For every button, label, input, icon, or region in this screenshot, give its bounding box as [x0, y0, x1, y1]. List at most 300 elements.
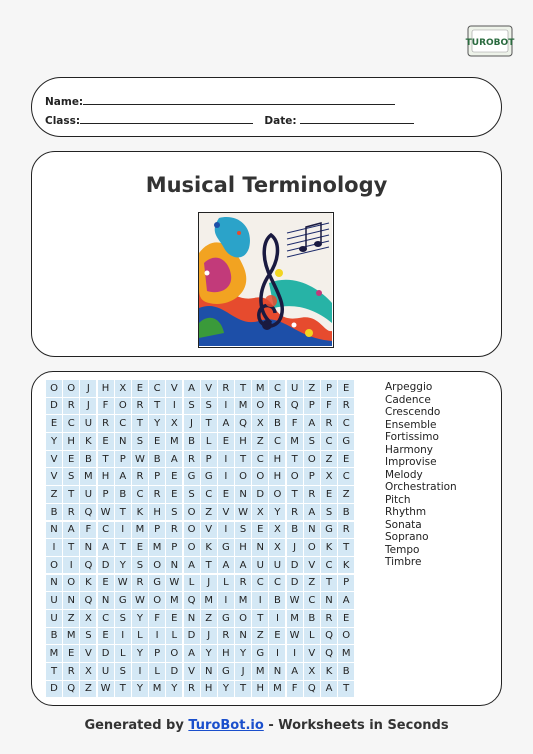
grid-cell[interactable]: R	[304, 486, 320, 503]
grid-cell[interactable]: F	[98, 398, 114, 415]
grid-cell[interactable]: G	[218, 663, 234, 680]
grid-cell[interactable]: Z	[304, 380, 320, 397]
grid-cell[interactable]: D	[184, 628, 200, 645]
grid-cell[interactable]: S	[115, 663, 131, 680]
grid-cell[interactable]: Q	[321, 645, 337, 662]
grid-cell[interactable]: R	[321, 610, 337, 627]
grid-cell[interactable]: E	[218, 433, 234, 450]
grid-cell[interactable]: C	[132, 486, 148, 503]
grid-cell[interactable]: Y	[166, 681, 182, 698]
grid-cell[interactable]: I	[132, 663, 148, 680]
grid-cell[interactable]: L	[184, 575, 200, 592]
grid-cell[interactable]: U	[252, 557, 268, 574]
grid-cell[interactable]: Q	[304, 681, 320, 698]
grid-cell[interactable]: S	[321, 504, 337, 521]
grid-cell[interactable]: C	[321, 557, 337, 574]
grid-cell[interactable]: I	[218, 592, 234, 609]
grid-cell[interactable]: X	[80, 610, 96, 627]
grid-cell[interactable]: S	[304, 433, 320, 450]
grid-cell[interactable]: J	[184, 415, 200, 432]
grid-cell[interactable]: X	[304, 663, 320, 680]
grid-cell[interactable]: I	[269, 645, 285, 662]
grid-cell[interactable]: L	[149, 663, 165, 680]
grid-cell[interactable]: E	[132, 539, 148, 556]
grid-cell[interactable]: Y	[218, 681, 234, 698]
grid-cell[interactable]: M	[149, 539, 165, 556]
grid-cell[interactable]: Q	[184, 592, 200, 609]
grid-cell[interactable]: I	[218, 468, 234, 485]
grid-cell[interactable]: G	[149, 575, 165, 592]
grid-cell[interactable]: I	[218, 398, 234, 415]
grid-cell[interactable]: A	[98, 539, 114, 556]
grid-cell[interactable]: Z	[80, 681, 96, 698]
grid-cell[interactable]: W	[98, 681, 114, 698]
grid-cell[interactable]: C	[338, 415, 354, 432]
grid-cell[interactable]: E	[269, 628, 285, 645]
grid-cell[interactable]: V	[218, 504, 234, 521]
grid-cell[interactable]: Y	[269, 504, 285, 521]
grid-cell[interactable]: P	[149, 522, 165, 539]
grid-cell[interactable]: M	[46, 645, 62, 662]
grid-cell[interactable]: E	[166, 486, 182, 503]
grid-cell[interactable]: U	[287, 380, 303, 397]
grid-cell[interactable]: R	[235, 575, 251, 592]
grid-cell[interactable]: K	[80, 433, 96, 450]
grid-cell[interactable]: O	[184, 504, 200, 521]
date-field[interactable]	[300, 113, 414, 124]
grid-cell[interactable]: Q	[287, 398, 303, 415]
grid-cell[interactable]: R	[63, 398, 79, 415]
grid-cell[interactable]: I	[287, 645, 303, 662]
grid-cell[interactable]: M	[80, 468, 96, 485]
grid-cell[interactable]: C	[98, 610, 114, 627]
grid-cell[interactable]: U	[80, 486, 96, 503]
grid-cell[interactable]: A	[218, 557, 234, 574]
grid-cell[interactable]: T	[115, 504, 131, 521]
grid-cell[interactable]: P	[115, 451, 131, 468]
grid-cell[interactable]: F	[287, 415, 303, 432]
grid-cell[interactable]: J	[201, 628, 217, 645]
class-field[interactable]	[80, 113, 253, 124]
grid-cell[interactable]: G	[201, 468, 217, 485]
grid-cell[interactable]: X	[166, 415, 182, 432]
grid-cell[interactable]: X	[269, 539, 285, 556]
grid-cell[interactable]: N	[201, 663, 217, 680]
grid-cell[interactable]: O	[235, 468, 251, 485]
grid-cell[interactable]: A	[304, 504, 320, 521]
grid-cell[interactable]: R	[132, 468, 148, 485]
grid-cell[interactable]: N	[46, 575, 62, 592]
grid-cell[interactable]: U	[98, 663, 114, 680]
grid-cell[interactable]: R	[63, 663, 79, 680]
grid-cell[interactable]: O	[63, 380, 79, 397]
grid-cell[interactable]: O	[115, 398, 131, 415]
grid-cell[interactable]: T	[321, 575, 337, 592]
grid-cell[interactable]: T	[201, 557, 217, 574]
grid-cell[interactable]: J	[80, 398, 96, 415]
grid-cell[interactable]: B	[46, 504, 62, 521]
grid-cell[interactable]: O	[149, 592, 165, 609]
grid-cell[interactable]: P	[304, 468, 320, 485]
grid-cell[interactable]: P	[304, 398, 320, 415]
grid-cell[interactable]: C	[252, 575, 268, 592]
grid-cell[interactable]: Q	[63, 681, 79, 698]
grid-cell[interactable]: Y	[149, 415, 165, 432]
grid-cell[interactable]: L	[218, 575, 234, 592]
grid-cell[interactable]: Q	[80, 557, 96, 574]
grid-cell[interactable]: R	[149, 486, 165, 503]
grid-cell[interactable]: D	[46, 398, 62, 415]
grid-cell[interactable]: A	[115, 468, 131, 485]
grid-cell[interactable]: V	[166, 380, 182, 397]
grid-cell[interactable]: P	[98, 486, 114, 503]
grid-cell[interactable]: E	[46, 415, 62, 432]
grid-cell[interactable]: N	[46, 522, 62, 539]
grid-cell[interactable]: K	[201, 539, 217, 556]
grid-cell[interactable]: Z	[252, 628, 268, 645]
grid-cell[interactable]: P	[149, 645, 165, 662]
grid-cell[interactable]: R	[132, 575, 148, 592]
grid-cell[interactable]: Y	[201, 645, 217, 662]
grid-cell[interactable]: O	[338, 628, 354, 645]
grid-cell[interactable]: O	[184, 539, 200, 556]
grid-cell[interactable]: O	[304, 451, 320, 468]
grid-cell[interactable]: E	[63, 645, 79, 662]
grid-cell[interactable]: E	[149, 433, 165, 450]
grid-cell[interactable]: N	[252, 539, 268, 556]
grid-cell[interactable]: V	[201, 522, 217, 539]
grid-cell[interactable]: B	[338, 504, 354, 521]
grid-cell[interactable]: T	[98, 451, 114, 468]
grid-cell[interactable]: B	[80, 451, 96, 468]
grid-cell[interactable]: R	[132, 398, 148, 415]
grid-cell[interactable]: A	[63, 522, 79, 539]
grid-cell[interactable]: X	[252, 504, 268, 521]
grid-cell[interactable]: K	[321, 539, 337, 556]
grid-cell[interactable]: V	[46, 451, 62, 468]
grid-cell[interactable]: V	[201, 380, 217, 397]
grid-cell[interactable]: N	[98, 592, 114, 609]
grid-cell[interactable]: O	[252, 468, 268, 485]
grid-cell[interactable]: O	[287, 468, 303, 485]
grid-cell[interactable]: C	[98, 522, 114, 539]
grid-cell[interactable]: N	[304, 522, 320, 539]
grid-cell[interactable]: T	[252, 610, 268, 627]
grid-cell[interactable]: R	[218, 380, 234, 397]
grid-cell[interactable]: D	[46, 681, 62, 698]
grid-cell[interactable]: D	[287, 557, 303, 574]
grid-cell[interactable]: E	[166, 468, 182, 485]
grid-cell[interactable]: A	[218, 415, 234, 432]
grid-cell[interactable]: D	[166, 663, 182, 680]
grid-cell[interactable]: B	[269, 415, 285, 432]
grid-cell[interactable]: W	[115, 575, 131, 592]
grid-cell[interactable]: H	[235, 433, 251, 450]
grid-cell[interactable]: U	[46, 592, 62, 609]
grid-cell[interactable]: T	[63, 486, 79, 503]
name-field[interactable]	[83, 94, 395, 105]
grid-cell[interactable]: H	[98, 380, 114, 397]
grid-cell[interactable]: M	[235, 592, 251, 609]
grid-cell[interactable]: N	[166, 557, 182, 574]
grid-cell[interactable]: K	[321, 663, 337, 680]
grid-cell[interactable]: O	[166, 645, 182, 662]
grid-cell[interactable]: S	[184, 398, 200, 415]
grid-cell[interactable]: E	[338, 610, 354, 627]
grid-cell[interactable]: C	[338, 468, 354, 485]
grid-cell[interactable]: D	[287, 575, 303, 592]
grid-cell[interactable]: O	[235, 610, 251, 627]
grid-cell[interactable]: S	[63, 468, 79, 485]
grid-cell[interactable]: Z	[304, 575, 320, 592]
grid-cell[interactable]: W	[132, 592, 148, 609]
grid-cell[interactable]: S	[235, 522, 251, 539]
grid-cell[interactable]: T	[287, 451, 303, 468]
grid-cell[interactable]: T	[132, 415, 148, 432]
grid-cell[interactable]: A	[184, 557, 200, 574]
grid-cell[interactable]: A	[338, 592, 354, 609]
grid-cell[interactable]: A	[184, 645, 200, 662]
grid-cell[interactable]: R	[287, 504, 303, 521]
grid-cell[interactable]: N	[235, 486, 251, 503]
grid-cell[interactable]: G	[184, 468, 200, 485]
grid-cell[interactable]: S	[184, 486, 200, 503]
grid-cell[interactable]: G	[252, 645, 268, 662]
grid-cell[interactable]: E	[218, 486, 234, 503]
grid-cell[interactable]: B	[115, 486, 131, 503]
grid-cell[interactable]: H	[269, 451, 285, 468]
grid-cell[interactable]: S	[115, 610, 131, 627]
grid-cell[interactable]: N	[63, 592, 79, 609]
grid-cell[interactable]: S	[132, 433, 148, 450]
grid-cell[interactable]: K	[132, 504, 148, 521]
grid-cell[interactable]: H	[252, 681, 268, 698]
grid-cell[interactable]: R	[218, 628, 234, 645]
grid-cell[interactable]: Y	[132, 681, 148, 698]
grid-cell[interactable]: Z	[252, 433, 268, 450]
grid-cell[interactable]: O	[63, 575, 79, 592]
grid-cell[interactable]: O	[46, 557, 62, 574]
grid-cell[interactable]: Y	[115, 557, 131, 574]
grid-cell[interactable]: B	[46, 628, 62, 645]
grid-cell[interactable]: M	[252, 663, 268, 680]
grid-cell[interactable]: R	[98, 415, 114, 432]
grid-cell[interactable]: E	[321, 486, 337, 503]
grid-cell[interactable]: T	[46, 663, 62, 680]
grid-cell[interactable]: V	[304, 645, 320, 662]
grid-cell[interactable]: X	[269, 522, 285, 539]
grid-cell[interactable]: O	[269, 486, 285, 503]
grid-cell[interactable]: J	[235, 663, 251, 680]
grid-cell[interactable]: A	[304, 415, 320, 432]
grid-cell[interactable]: T	[115, 539, 131, 556]
grid-cell[interactable]: H	[149, 504, 165, 521]
grid-cell[interactable]: B	[269, 592, 285, 609]
grid-cell[interactable]: W	[287, 592, 303, 609]
grid-cell[interactable]: H	[218, 645, 234, 662]
grid-cell[interactable]: B	[338, 663, 354, 680]
grid-cell[interactable]: P	[321, 380, 337, 397]
grid-cell[interactable]: J	[201, 575, 217, 592]
grid-cell[interactable]: B	[304, 610, 320, 627]
grid-cell[interactable]: V	[46, 468, 62, 485]
grid-cell[interactable]: N	[269, 663, 285, 680]
grid-cell[interactable]: X	[252, 415, 268, 432]
grid-cell[interactable]: M	[149, 681, 165, 698]
grid-cell[interactable]: R	[269, 398, 285, 415]
grid-cell[interactable]: E	[252, 522, 268, 539]
grid-cell[interactable]: G	[338, 433, 354, 450]
grid-cell[interactable]: Z	[338, 486, 354, 503]
grid-cell[interactable]: E	[98, 628, 114, 645]
grid-cell[interactable]: Q	[80, 592, 96, 609]
grid-cell[interactable]: J	[287, 539, 303, 556]
grid-cell[interactable]: N	[80, 539, 96, 556]
grid-cell[interactable]: T	[235, 681, 251, 698]
grid-cell[interactable]: P	[166, 539, 182, 556]
grid-cell[interactable]: I	[218, 451, 234, 468]
grid-cell[interactable]: R	[338, 398, 354, 415]
grid-cell[interactable]: R	[338, 522, 354, 539]
grid-cell[interactable]: C	[252, 451, 268, 468]
grid-cell[interactable]: M	[287, 610, 303, 627]
grid-cell[interactable]: C	[63, 415, 79, 432]
grid-cell[interactable]: F	[321, 398, 337, 415]
grid-cell[interactable]: U	[80, 415, 96, 432]
grid-cell[interactable]: B	[149, 451, 165, 468]
grid-cell[interactable]: K	[80, 575, 96, 592]
grid-cell[interactable]: P	[338, 575, 354, 592]
grid-cell[interactable]: B	[184, 433, 200, 450]
grid-cell[interactable]: T	[338, 539, 354, 556]
grid-cell[interactable]: N	[184, 610, 200, 627]
grid-cell[interactable]: R	[166, 522, 182, 539]
turobot-link[interactable]: TuroBot.io	[188, 718, 264, 733]
grid-cell[interactable]: M	[201, 592, 217, 609]
grid-cell[interactable]: Q	[235, 415, 251, 432]
grid-cell[interactable]: Y	[132, 610, 148, 627]
grid-cell[interactable]: S	[201, 398, 217, 415]
grid-cell[interactable]: D	[98, 645, 114, 662]
grid-cell[interactable]: R	[63, 504, 79, 521]
grid-cell[interactable]: X	[115, 380, 131, 397]
grid-cell[interactable]: P	[201, 451, 217, 468]
grid-cell[interactable]: C	[115, 415, 131, 432]
grid-cell[interactable]: W	[166, 575, 182, 592]
grid-cell[interactable]: C	[304, 592, 320, 609]
grid-cell[interactable]: W	[98, 504, 114, 521]
grid-cell[interactable]: X	[80, 663, 96, 680]
grid-cell[interactable]: Y	[46, 433, 62, 450]
grid-cell[interactable]: R	[184, 451, 200, 468]
grid-cell[interactable]: A	[184, 380, 200, 397]
grid-cell[interactable]: M	[166, 592, 182, 609]
grid-cell[interactable]: I	[63, 557, 79, 574]
grid-cell[interactable]: M	[338, 645, 354, 662]
grid-cell[interactable]: Q	[321, 628, 337, 645]
grid-cell[interactable]: B	[287, 522, 303, 539]
grid-cell[interactable]: A	[235, 557, 251, 574]
grid-cell[interactable]: L	[166, 628, 182, 645]
grid-cell[interactable]: I	[46, 539, 62, 556]
grid-cell[interactable]: O	[184, 522, 200, 539]
grid-cell[interactable]: G	[115, 592, 131, 609]
grid-cell[interactable]: H	[235, 539, 251, 556]
grid-cell[interactable]: U	[269, 557, 285, 574]
grid-cell[interactable]: Z	[201, 504, 217, 521]
grid-cell[interactable]: E	[338, 380, 354, 397]
grid-cell[interactable]: T	[149, 398, 165, 415]
grid-cell[interactable]: E	[98, 433, 114, 450]
grid-cell[interactable]: Q	[80, 504, 96, 521]
grid-cell[interactable]: C	[321, 433, 337, 450]
grid-cell[interactable]: S	[80, 628, 96, 645]
grid-cell[interactable]: Z	[321, 451, 337, 468]
grid-cell[interactable]: I	[218, 522, 234, 539]
grid-cell[interactable]: T	[338, 681, 354, 698]
grid-cell[interactable]: T	[235, 380, 251, 397]
grid-cell[interactable]: V	[304, 557, 320, 574]
grid-cell[interactable]: T	[115, 681, 131, 698]
grid-cell[interactable]: S	[166, 504, 182, 521]
grid-cell[interactable]: R	[184, 681, 200, 698]
grid-cell[interactable]: F	[80, 522, 96, 539]
grid-cell[interactable]: E	[98, 575, 114, 592]
grid-cell[interactable]: O	[149, 557, 165, 574]
grid-cell[interactable]: C	[149, 380, 165, 397]
grid-cell[interactable]: Z	[46, 486, 62, 503]
grid-cell[interactable]: W	[235, 504, 251, 521]
grid-cell[interactable]: R	[321, 415, 337, 432]
grid-cell[interactable]: H	[98, 468, 114, 485]
grid-cell[interactable]: L	[201, 433, 217, 450]
grid-cell[interactable]: E	[63, 451, 79, 468]
grid-cell[interactable]: A	[287, 663, 303, 680]
grid-cell[interactable]: I	[115, 628, 131, 645]
grid-cell[interactable]: N	[115, 433, 131, 450]
grid-cell[interactable]: I	[252, 592, 268, 609]
grid-cell[interactable]: M	[269, 681, 285, 698]
grid-cell[interactable]: N	[321, 592, 337, 609]
grid-cell[interactable]: H	[63, 433, 79, 450]
grid-cell[interactable]: E	[132, 380, 148, 397]
grid-cell[interactable]: C	[269, 433, 285, 450]
grid-cell[interactable]: F	[149, 610, 165, 627]
grid-cell[interactable]: G	[218, 610, 234, 627]
grid-cell[interactable]: V	[184, 663, 200, 680]
grid-cell[interactable]: M	[166, 433, 182, 450]
grid-cell[interactable]: F	[287, 681, 303, 698]
grid-cell[interactable]: Z	[63, 610, 79, 627]
grid-cell[interactable]: I	[115, 522, 131, 539]
grid-cell[interactable]: W	[132, 451, 148, 468]
grid-cell[interactable]: H	[201, 681, 217, 698]
grid-cell[interactable]: Y	[132, 645, 148, 662]
grid-cell[interactable]: U	[46, 610, 62, 627]
grid-cell[interactable]: M	[287, 433, 303, 450]
grid-cell[interactable]: L	[304, 628, 320, 645]
grid-cell[interactable]: Y	[235, 645, 251, 662]
grid-cell[interactable]: G	[218, 539, 234, 556]
grid-cell[interactable]: C	[269, 575, 285, 592]
grid-cell[interactable]: N	[235, 628, 251, 645]
grid-cell[interactable]: T	[287, 486, 303, 503]
grid-cell[interactable]: C	[269, 380, 285, 397]
grid-cell[interactable]: O	[304, 539, 320, 556]
grid-cell[interactable]: L	[132, 628, 148, 645]
grid-cell[interactable]: M	[252, 380, 268, 397]
grid-cell[interactable]: V	[80, 645, 96, 662]
